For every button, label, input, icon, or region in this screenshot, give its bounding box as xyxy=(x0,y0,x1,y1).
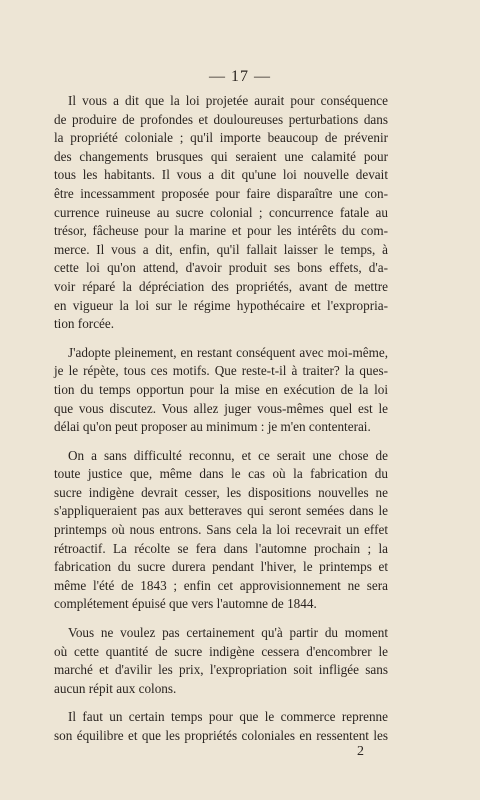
text-line: marché et d'avilir les prix, l'expropriation soit infligée sans xyxy=(54,662,388,678)
text-line: voir réparé la dépréciation des propriétés, avant de mettre xyxy=(54,278,388,294)
text-line: même l'été de 1843 ; enfin cet approvisionnement ne sera xyxy=(54,577,388,593)
text-line: tous les habitants. Il vous a dit qu'une loi nouvelle devait xyxy=(54,167,388,183)
text-line: son équilibre et que les propriétés coloniales en ressentent les xyxy=(54,728,388,743)
body-text xyxy=(54,92,388,756)
text-line: la propriété coloniale ; qu'il importe beaucoup de prévenir xyxy=(54,130,388,146)
paragraph-1 xyxy=(54,92,388,334)
text-line: tion forcée. xyxy=(54,316,115,332)
paragraph-5 xyxy=(54,708,388,745)
text-line: délai qu'on peut proposer au minimum : je m'en contenterai. xyxy=(54,419,371,435)
text-line: Il vous a dit que la loi projetée aurait pour conséquence xyxy=(68,93,388,108)
text-line: Vous ne voulez pas certainement qu'à partir du moment xyxy=(68,625,388,641)
paragraph-4 xyxy=(54,624,388,698)
signature-mark: 2 xyxy=(357,744,364,759)
paragraph-3 xyxy=(54,447,388,614)
text-line: en vigueur la loi sur le régime hypothécaire et l'expropria- xyxy=(54,297,388,313)
text-line: printemps où nous entrons. Sans cela la loi recevrait un effet xyxy=(54,522,388,538)
text-line: s'appliqueraient pas aux betteraves qui seront semées dans le xyxy=(54,503,388,519)
text-line: trésor, fâcheuse pour la marine et pour les intérêts du com- xyxy=(54,223,388,239)
text-line: de produire de profondes et douloureuses perturbations dans xyxy=(54,111,388,127)
text-line: Il faut un certain temps pour que le commerce reprenne xyxy=(68,709,388,725)
text-line: que vous discutez. Vous allez juger vous-mêmes quel est le xyxy=(54,400,388,416)
text-line: aucun répit aux colons. xyxy=(54,680,177,696)
text-line: toute justice que, même dans le cas où la fabrication du xyxy=(54,466,388,482)
text-line: currence ruineuse au sucre colonial ; concurrence fatale au xyxy=(54,204,388,220)
text-line: fabrication du sucre durera pendant l'hiver, le printemps et xyxy=(54,559,388,575)
text-line: On a sans difficulté reconnu, et ce serait une chose de xyxy=(68,447,388,463)
text-line: J'adopte pleinement, en restant conséquent avec moi-même, xyxy=(68,344,388,360)
text-line: être incessamment proposée pour faire disparaître une con- xyxy=(54,185,388,201)
text-line: merce. Il vous a dit, enfin, qu'il fallait laisser le temps, à xyxy=(54,241,388,257)
text-line: rétroactif. La récolte se fera dans l'automne prochain ; la xyxy=(54,540,388,556)
text-line: cette loi qu'on attend, d'avoir produit ses bons effets, d'a- xyxy=(54,260,388,276)
page-number: — 17 — xyxy=(209,68,271,85)
text-line: tion du temps opportun pour la mise en exécution de la loi xyxy=(54,381,388,397)
text-line: complétement épuisé que vers l'automne de 1844. xyxy=(54,596,317,612)
text-line: je le répète, tous ces motifs. Que reste-t-il à traiter? la ques- xyxy=(54,363,388,379)
paragraph-2 xyxy=(54,344,388,437)
text-line: sucre indigène devrait cesser, les dispositions nouvelles ne xyxy=(54,484,388,500)
text-line: des changements brusques qui seraient une calamité pour xyxy=(54,148,388,164)
text-line: où cette quantité de sucre indigène cessera d'encombrer le xyxy=(54,643,388,659)
